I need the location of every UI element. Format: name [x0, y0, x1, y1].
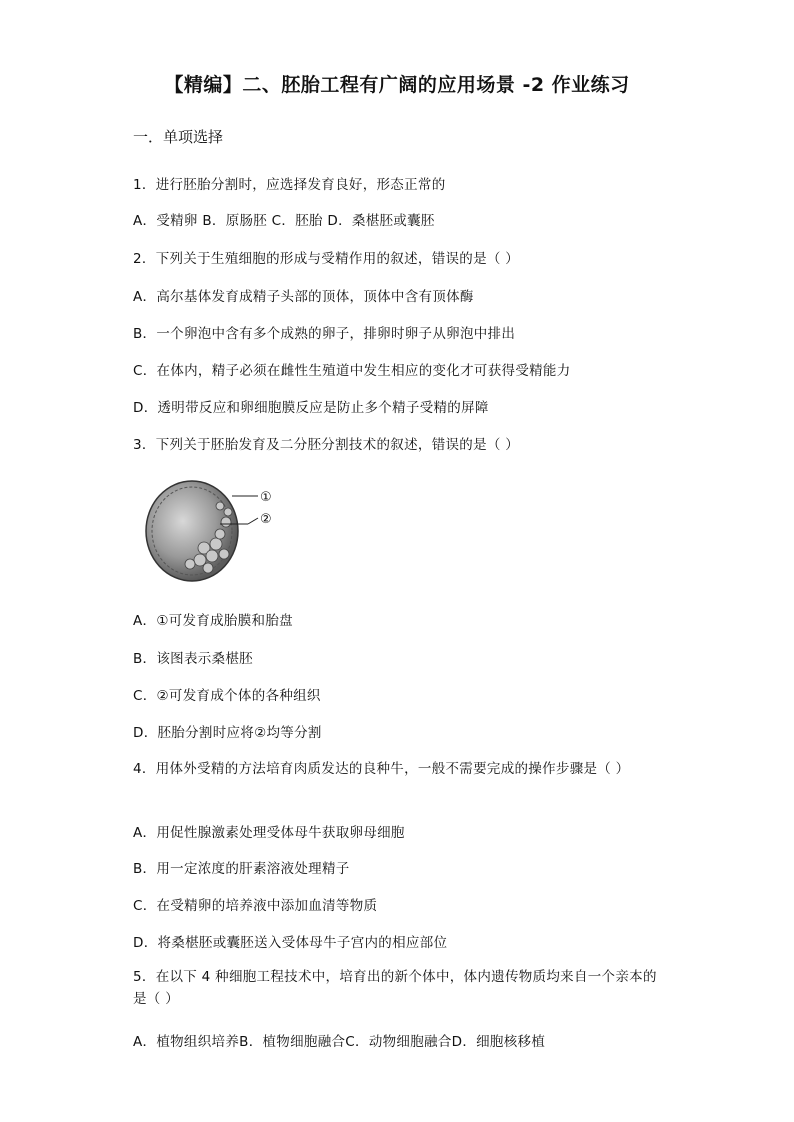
- figure-label-1: ①: [260, 490, 272, 505]
- question-5-options: A．植物组织培养B．植物细胞融合C．动物细胞融合D．细胞核移植: [133, 1034, 546, 1050]
- question-1-stem: 1．进行胚胎分割时，应选择发育良好，形态正常的: [133, 177, 446, 193]
- question-3-option-d: D．胚胎分割时应将②均等分割: [133, 725, 322, 741]
- question-2-option-c: C．在体内，精子必须在雌性生殖道中发生相应的变化才可获得受精能力: [133, 363, 571, 379]
- embryo-illustration: [140, 476, 290, 586]
- page-title: 【精编】二、胚胎工程有广阔的应用场景 -2 作业练习: [164, 74, 630, 96]
- question-4-option-d: D．将桑椹胚或囊胚送入受体母牛子宫内的相应部位: [133, 935, 448, 951]
- question-3-option-c: C．②可发育成个体的各种组织: [133, 688, 321, 704]
- question-4-option-b: B．用一定浓度的肝素溶液处理精子: [133, 861, 350, 877]
- question-2-option-a: A．高尔基体发育成精子头部的顶体，顶体中含有顶体酶: [133, 289, 474, 305]
- question-1-options: A．受精卵 B．原肠胚 C．胚胎 D．桑椹胚或囊胚: [133, 213, 435, 229]
- question-3-stem: 3．下列关于胚胎发育及二分胚分割技术的叙述，错误的是（ ）: [133, 437, 520, 453]
- question-3-option-a: A．①可发育成胎膜和胎盘: [133, 613, 293, 629]
- question-4-option-a: A．用促性腺激素处理受体母牛获取卵母细胞: [133, 825, 405, 841]
- section-heading: 一．单项选择: [133, 128, 224, 146]
- question-4-stem: 4．用体外受精的方法培育肉质发达的良种牛，一般不需要完成的操作步骤是（ ）: [133, 761, 630, 777]
- question-2-option-b: B．一个卵泡中含有多个成熟的卵子，排卵时卵子从卵泡中排出: [133, 326, 516, 342]
- question-3-option-b: B．该图表示桑椹胚: [133, 651, 253, 667]
- figure-label-2: ②: [260, 512, 272, 527]
- embryo-figure: [140, 476, 290, 586]
- question-2-option-d: D．透明带反应和卵细胞膜反应是防止多个精子受精的屏障: [133, 400, 489, 416]
- question-2-stem: 2．下列关于生殖细胞的形成与受精作用的叙述，错误的是（ ）: [133, 251, 520, 267]
- question-4-option-c: C．在受精卵的培养液中添加血清等物质: [133, 898, 378, 914]
- question-5-stem: 5．在以下 4 种细胞工程技术中，培育出的新个体中，体内遗传物质均来自一个亲本的是（ ）: [133, 969, 657, 1007]
